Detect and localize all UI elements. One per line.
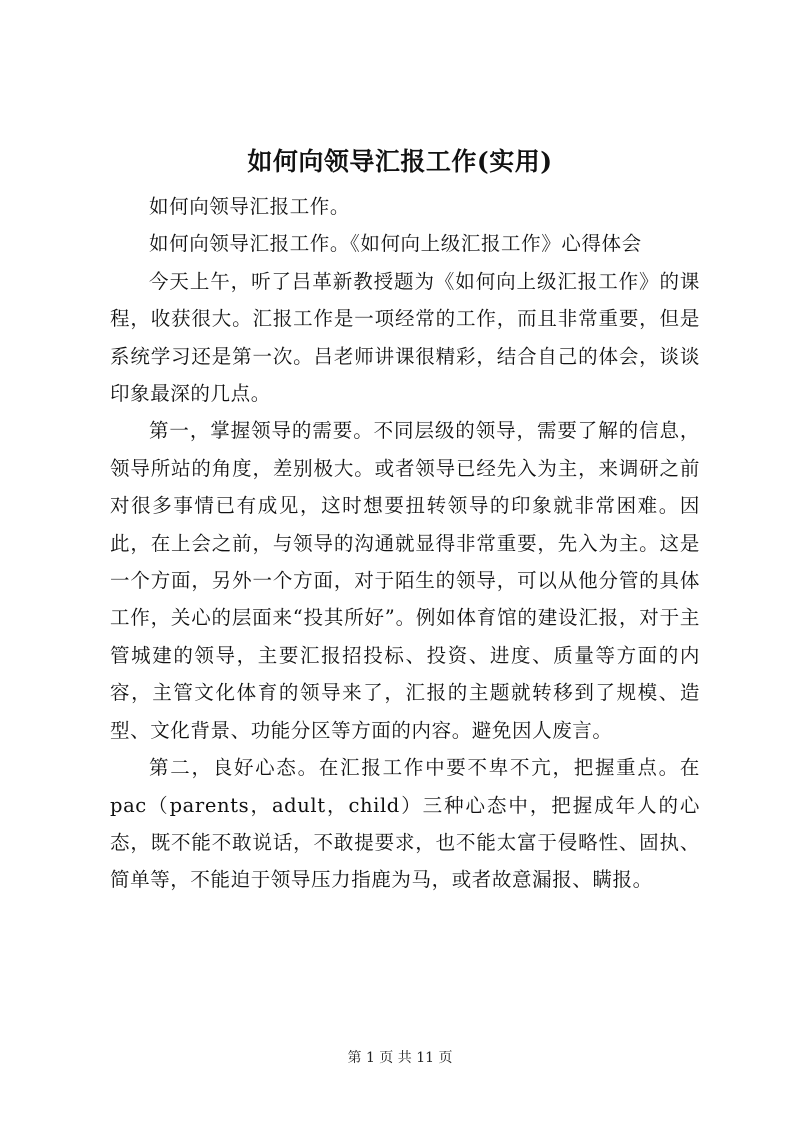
paragraph: 第一，掌握领导的需要。不同层级的领导，需要了解的信息，领导所站的角度，差别极大。或者领导已经先入为主，来调研之前对很多事情已有成见，这时想要扭转领导的印象就非常困难。因此，在上会之前，与领导的沟通就显得非常重要，先入为主。这是一个方面，另外一个方面，对于陌生的领导，可以从他分管的具体工作，关心的层面来“投其所好”。例如体育馆的建设汇报，对于主管城建的领导，主要汇报招投标、投资、进度、质量等方面的内容，主管文化体育的领导来了，汇报的主题就转移到了规模、造型、文化背景、功能分区等方面的内容。避免因人废言。 — [110, 419, 700, 742]
paragraph: 如何向领导汇报工作。《如何向上级汇报工作》心得体会 — [149, 232, 642, 256]
document-body — [110, 188, 700, 899]
paragraph: 今天上午，听了吕革新教授题为《如何向上级汇报工作》的课程，收获很大。汇报工作是一项经常的工作，而且非常重要，但是系统学习还是第一次。吕老师讲课很精彩，结合自己的体会，谈谈印象最深的几点。 — [110, 269, 700, 406]
paragraph: 如何向领导汇报工作。 — [149, 195, 351, 218]
page-title: 如何向领导汇报工作(实用) — [247, 147, 553, 176]
page-footer: 第 1 页 共 11 页 — [347, 1050, 453, 1066]
paragraph: 第二，良好心态。在汇报工作中要不卑不亢，把握重点。在pac（parents，adult，child）三种心态中，把握成年人的心态，既不能不敢说话，不敢提要求，也不能太富于侵略性、固执、简单等，不能迫于领导压力指鹿为马，或者故意漏报、瞒报。 — [110, 756, 700, 892]
